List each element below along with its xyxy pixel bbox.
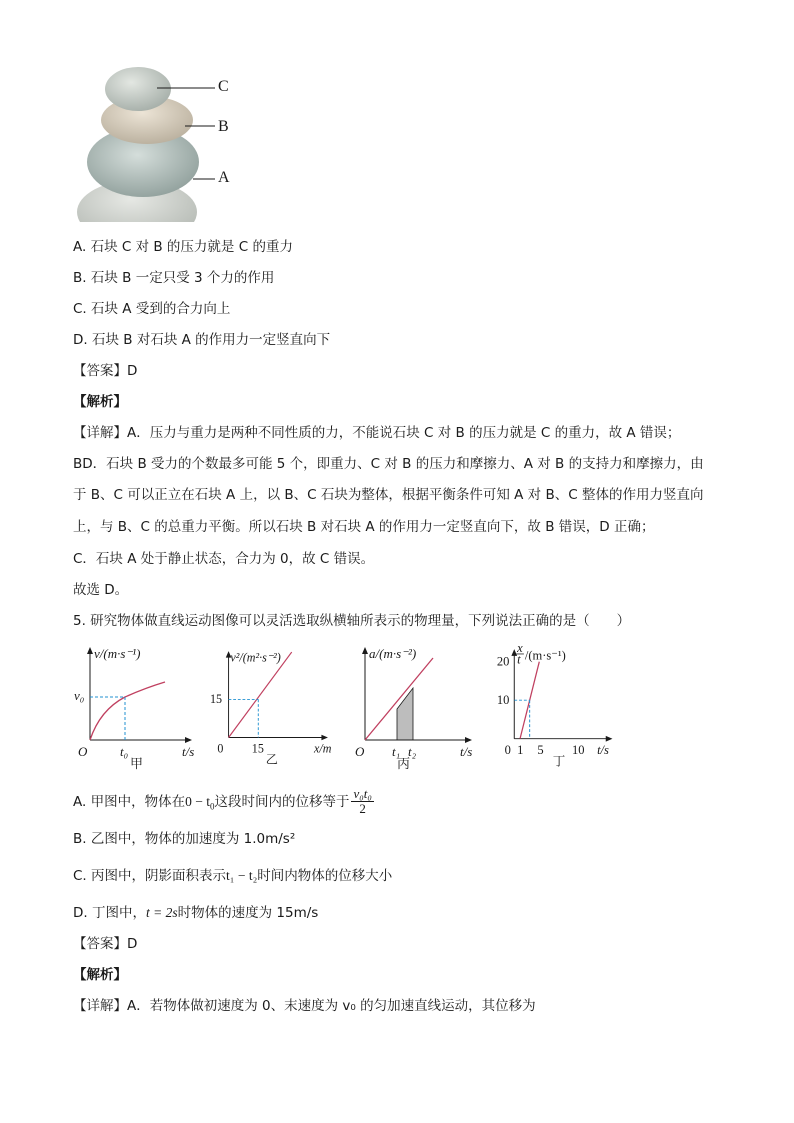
graph-ding-ylabel-num: x xyxy=(517,641,523,656)
q5-stem: 5. 研究物体做直线运动图像可以灵活选取纵横轴所表示的物理量，下列说法正确的是（ ） xyxy=(73,613,631,629)
q5-option-b: B. 乙图中，物体的加速度为 1.0m/s² xyxy=(73,831,296,847)
graph-yi-ytick: 15 xyxy=(210,692,223,707)
graph-jia-xtick: t₀ xyxy=(120,744,129,759)
q5-option-c-prefix: C. 丙图中，阴影面积表示 xyxy=(73,868,227,884)
graph-bing-ylabel: a/(m·s⁻²) xyxy=(369,646,417,661)
graph-bing-xtick-2: t₂ xyxy=(408,744,417,759)
q5-option-d-prefix: D. 丁图中， xyxy=(73,905,146,921)
q4-detail-line-4: 上，与 B、C 的总重力平衡。所以石块 B 对石块 A 的作用力一定竖直向下，故 B 错误，D 正确； xyxy=(73,519,655,535)
q5-detail-line-1: 【详解】A．若物体做初速度为 0、末速度为 v₀ 的匀加速直线运动，其位移为 xyxy=(73,998,536,1014)
graph-yi-ylabel: v²/(m²·s⁻²) xyxy=(230,650,281,665)
q4-option-d: D. 石块 B 对石块 A 的作用力一定竖直向下 xyxy=(73,332,331,348)
q5-analysis-heading: 【解析】 xyxy=(73,967,127,983)
graph-bing-xtick-1: t₁ xyxy=(392,744,401,759)
q5-option-d-suffix: 时物体的速度为 15m/s xyxy=(177,905,319,921)
graph-ding-xtick-1: 1 xyxy=(517,743,524,758)
graph-ding-xtick-5: 5 xyxy=(537,743,544,758)
q5-option-a-frac-den: 2 xyxy=(359,801,366,817)
graph-bing-xlabel: t/s xyxy=(460,744,473,759)
graph-bing-caption: 丙 xyxy=(397,757,411,770)
q5-option-c xyxy=(73,864,392,884)
stone-label-a: A xyxy=(218,169,230,186)
graph-ding-ytick-10: 10 xyxy=(496,693,510,708)
q5-option-a-fraction xyxy=(351,787,373,817)
graphs-row xyxy=(70,640,630,770)
q5-option-a-sub: 0 xyxy=(209,801,215,812)
graph-jia-ylabel: v/(m·s⁻¹) xyxy=(94,646,141,661)
q5-option-c-suffix: 时间内物体的位移大小 xyxy=(257,868,393,884)
graph-yi-xtick: 15 xyxy=(251,741,264,756)
q5-option-a-math-text: 0 − t xyxy=(185,793,210,809)
q4-option-b: B. 石块 B 一定只受 3 个力的作用 xyxy=(73,270,275,286)
graph-jia-ytick: v₀ xyxy=(74,688,85,703)
q4-detail-line-5: C．石块 A 处于静止状态，合力为 0，故 C 错误。 xyxy=(73,551,375,567)
q5-answer: 【答案】D xyxy=(73,936,138,952)
graph-ding-origin: 0 xyxy=(504,743,511,758)
q4-detail-line-3: 于 B、C 可以正立在石块 A 上，以 B、C 石块为整体，根据平衡条件可知 A 对 B、C 整体的作用力竖直向 xyxy=(73,487,704,503)
q4-detail-line-2: BD．石块 B 受力的个数最多可能 5 个，即重力、C 对 B 的压力和摩擦力、A 对 B 的支持力和摩擦力，由 xyxy=(73,456,704,472)
graph-ding-ytick-20: 20 xyxy=(496,654,510,669)
stone-label-b: B xyxy=(218,118,229,135)
graph-ding-xlabel: t/s xyxy=(597,743,609,758)
graph-jia xyxy=(70,640,200,770)
q5-option-a xyxy=(73,787,376,817)
graph-yi-origin: 0 xyxy=(217,741,224,756)
q5-option-a-prefix: A. 甲图中，物体在 xyxy=(73,793,186,810)
q5-option-a-math xyxy=(185,793,215,812)
q5-option-d-math: t = 2s xyxy=(145,905,178,920)
graph-ding xyxy=(495,640,625,770)
q4-detail-line-1: 【详解】A．压力与重力是两种不同性质的力，不能说石块 C 对 B 的压力就是 C 的重力，故 A 错误； xyxy=(73,425,681,441)
q4-detail-line-6: 故选 D。 xyxy=(73,582,129,598)
graph-ding-xtick-10: 10 xyxy=(572,743,585,758)
q5-option-a-mid: 这段时间内的位移等于 xyxy=(214,793,350,810)
q4-option-c: C. 石块 A 受到的合力向上 xyxy=(73,301,231,317)
q4-analysis-heading: 【解析】 xyxy=(73,394,127,410)
graph-yi-xlabel: x/m xyxy=(314,741,332,756)
q5-option-c-math: t₁ − t₂ xyxy=(226,868,258,883)
q5-option-a-frac-num: v₀t₀ xyxy=(353,786,372,801)
q5-option-d xyxy=(73,901,318,921)
graph-yi-caption: 乙 xyxy=(265,752,278,767)
graph-jia-caption: 甲 xyxy=(130,757,144,770)
graph-ding-ylabel-den: t xyxy=(517,652,521,667)
graph-bing-origin: O xyxy=(355,744,365,759)
graph-jia-origin: O xyxy=(78,744,88,759)
graph-yi xyxy=(210,640,340,770)
stone-label-c: C xyxy=(218,78,229,95)
graph-ding-caption: 丁 xyxy=(552,753,566,769)
graph-jia-xlabel: t/s xyxy=(182,744,195,759)
q4-answer: 【答案】D xyxy=(73,363,138,379)
graph-bing xyxy=(355,640,485,770)
q4-option-a: A. 石块 C 对 B 的压力就是 C 的重力 xyxy=(73,239,293,255)
graph-ding-ylabel-unit: /(m·s⁻¹) xyxy=(524,648,566,663)
